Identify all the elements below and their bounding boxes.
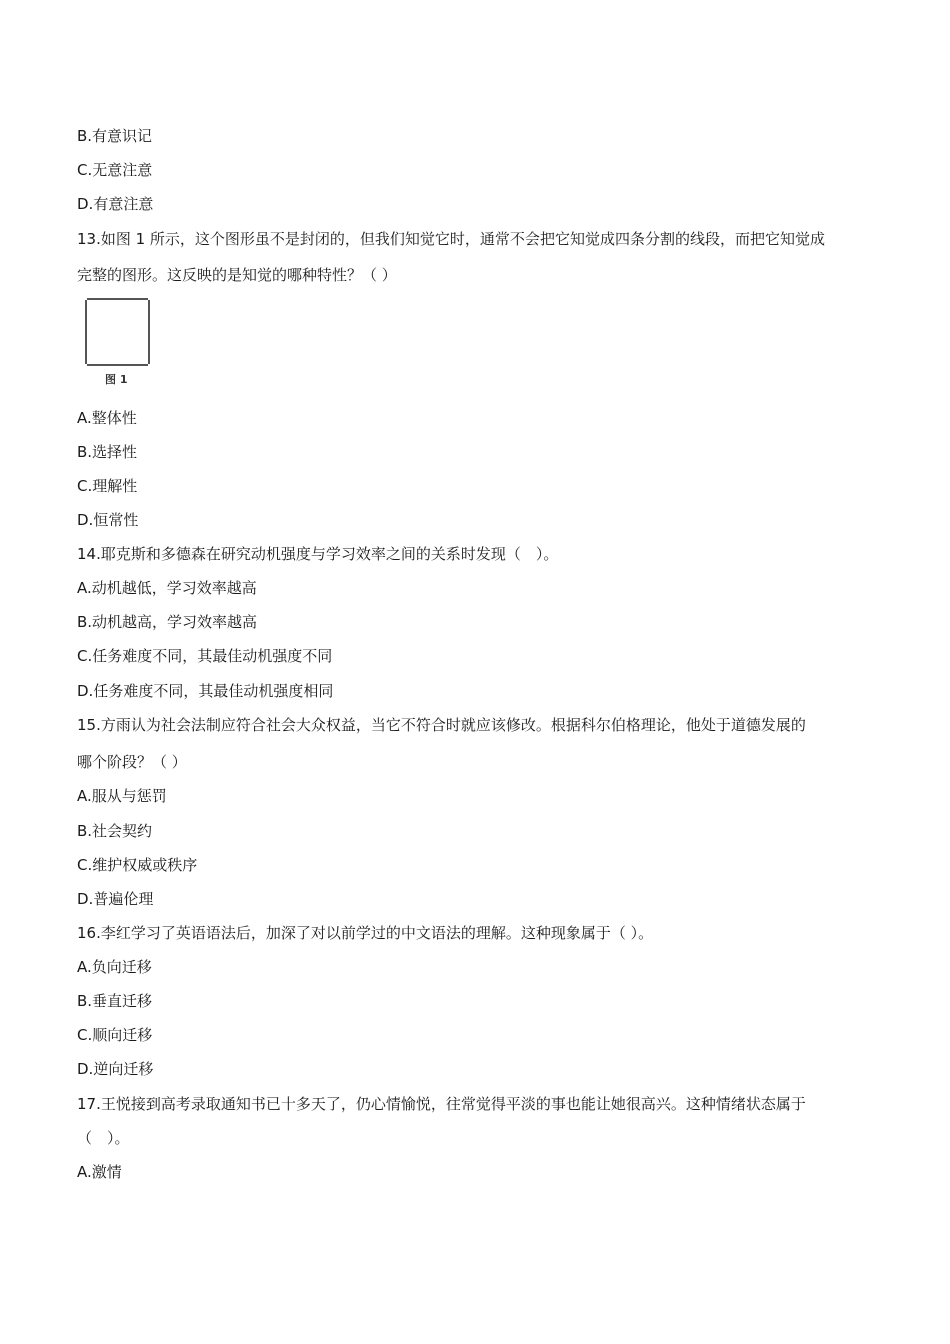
q14-stem: 14.耶克斯和多德森在研究动机强度与学习效率之间的关系时发现（ ）。 (77, 545, 559, 563)
q13-option-b: B.选择性 (77, 443, 138, 461)
q15-option-c: C.维护权威或秩序 (77, 856, 198, 874)
q14-option-a: A.动机越低，学习效率越高 (77, 579, 257, 597)
q13-option-a: A.整体性 (77, 409, 137, 427)
q16-option-a: A.负向迁移 (77, 958, 152, 976)
figure-caption: 图 1 (105, 373, 128, 386)
q12-option-c: C.无意注意 (77, 161, 153, 179)
q16-option-c: C.顺向迁移 (77, 1026, 153, 1044)
q17-stem-line-2: （ ）。 (77, 1129, 130, 1147)
q17-option-a: A.激情 (77, 1163, 122, 1181)
q13-stem-line-2: 完整的图形。这反映的是知觉的哪种特性？（ ） (77, 266, 397, 284)
q15-option-d: D.普遍伦理 (77, 890, 154, 908)
open-square-figure (84, 297, 152, 369)
q13-option-d: D.恒常性 (77, 511, 139, 529)
q14-option-d: D.任务难度不同，其最佳动机强度相同 (77, 682, 334, 700)
figure-1 (84, 297, 152, 393)
q16-option-b: B.垂直迁移 (77, 992, 153, 1010)
q14-option-c: C.任务难度不同，其最佳动机强度不同 (77, 647, 333, 665)
q17-stem-line-1: 17.王悦接到高考录取通知书已十多天了，仍心情愉悦，往常觉得平淡的事也能让她很高兴。这种情绪状态属于 (77, 1095, 806, 1113)
q15-stem-line-1: 15.方雨认为社会法制应符合社会大众权益，当它不符合时就应该修改。根据科尔伯格理论，他处于道德发展的 (77, 716, 806, 734)
q12-option-d: D.有意注意 (77, 195, 154, 213)
q16-stem: 16.李红学习了英语语法后，加深了对以前学过的中文语法的理解。这种现象属于（ ）。 (77, 924, 654, 942)
q15-stem-line-2: 哪个阶段？（ ） (77, 753, 187, 771)
q13-stem-line-1: 13.如图 1 所示，这个图形虽不是封闭的，但我们知觉它时，通常不会把它知觉成四条分割的线段，而把它知觉成 (77, 230, 825, 248)
q15-option-a: A.服从与惩罚 (77, 787, 167, 805)
q14-option-b: B.动机越高，学习效率越高 (77, 613, 258, 631)
q12-option-b: B.有意识记 (77, 127, 153, 145)
q13-option-c: C.理解性 (77, 477, 138, 495)
q15-option-b: B.社会契约 (77, 822, 153, 840)
q16-option-d: D.逆向迁移 (77, 1060, 154, 1078)
